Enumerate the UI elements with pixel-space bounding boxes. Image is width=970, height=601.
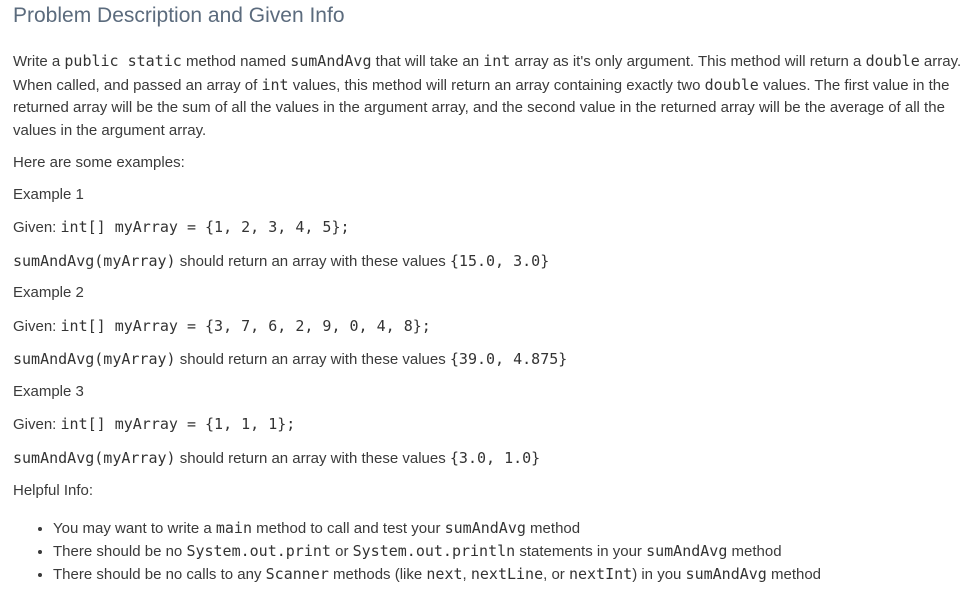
tip-code: Scanner [265,564,329,583]
example-given [13,216,968,240]
problem-description [13,0,968,586]
tip-text: method [727,542,782,560]
tip-code: main [215,518,252,537]
intro-code: int [261,75,289,94]
tip-text: method [766,565,822,583]
tip-text: or [330,542,353,560]
returns-text: should return an array with these values [175,252,450,270]
tip-code: nextInt [568,564,633,583]
example-heading: Example 3 [13,382,84,400]
given-code: int[] myArray = {1, 2, 3, 4, 5}; [60,218,350,236]
given-code: int[] myArray = {1, 1, 1}; [60,415,296,433]
tip-text: ) in you [632,565,686,583]
helpful-list [13,517,968,586]
intro-text: array. When called, and passed an array of [13,53,962,94]
example-result [13,250,968,274]
result-code: {3.0, 1.0} [449,448,541,467]
list-item [53,563,968,586]
tip-text: , [462,565,471,583]
list-item [53,540,968,563]
tip-text: statements in your [515,542,647,560]
examples-intro: Here are some examples: [13,154,185,171]
intro-text: Write a [13,53,65,70]
example-result [13,348,968,372]
list-item [53,517,968,540]
tip-text: , or [543,565,569,583]
intro-code: int [483,52,511,70]
example-result [13,447,968,471]
tip-text: You may want to write a [53,519,216,537]
tip-code: sumAndAvg [685,564,767,583]
intro-code: double [704,75,759,94]
tip-text: method [525,519,581,537]
tip-code: sumAndAvg [646,541,728,560]
intro-text: that will take an [371,53,484,70]
intro-text: values, this method will return an array containing exactly two [288,76,705,94]
intro-text: method named [181,53,291,70]
call-code: sumAndAvg(myArray) [13,350,176,368]
example-heading: Example 2 [13,284,84,301]
intro-code: public static [64,52,182,70]
given-label: Given: [13,317,61,335]
example-given [13,413,968,437]
given-code: int[] myArray = {3, 7, 6, 2, 9, 0, 4, 8}; [60,316,431,335]
call-code: sumAndAvg(myArray) [13,448,176,467]
example-given [13,315,968,339]
intro-code: sumAndAvg [290,52,372,70]
tip-code: sumAndAvg [444,518,526,537]
tip-text: method to call and test your [252,519,445,537]
tip-text: methods (like [328,565,427,583]
tip-code: System.out.println [352,541,516,560]
page-title: Problem Description and Given Info [13,4,345,27]
result-code: {39.0, 4.875} [449,350,568,368]
tip-code: next [426,564,463,583]
intro-text: array as it's only argument. This method will return a [510,53,866,70]
intro-code: double [865,52,920,70]
given-label: Given: [13,416,61,433]
intro-text: values. The first value in the returned array will be the sum of all the values in the argument array, and the second value in the returned array will be the average of all the values in the argument array. [13,76,950,139]
helpful-heading: Helpful Info: [13,482,94,499]
tip-text: There should be no calls to any [53,565,266,583]
tip-text: There should be no [53,542,187,560]
tip-code: nextLine [470,564,544,583]
call-code: sumAndAvg(myArray) [13,251,176,270]
returns-text: should return an array with these values [175,449,450,467]
example-heading: Example 1 [13,185,84,203]
result-code: {15.0, 3.0} [449,251,550,270]
intro-paragraph [13,50,968,142]
tip-code: System.out.print [186,541,331,560]
given-label: Given: [13,219,61,236]
returns-text: should return an array with these values [175,351,450,368]
